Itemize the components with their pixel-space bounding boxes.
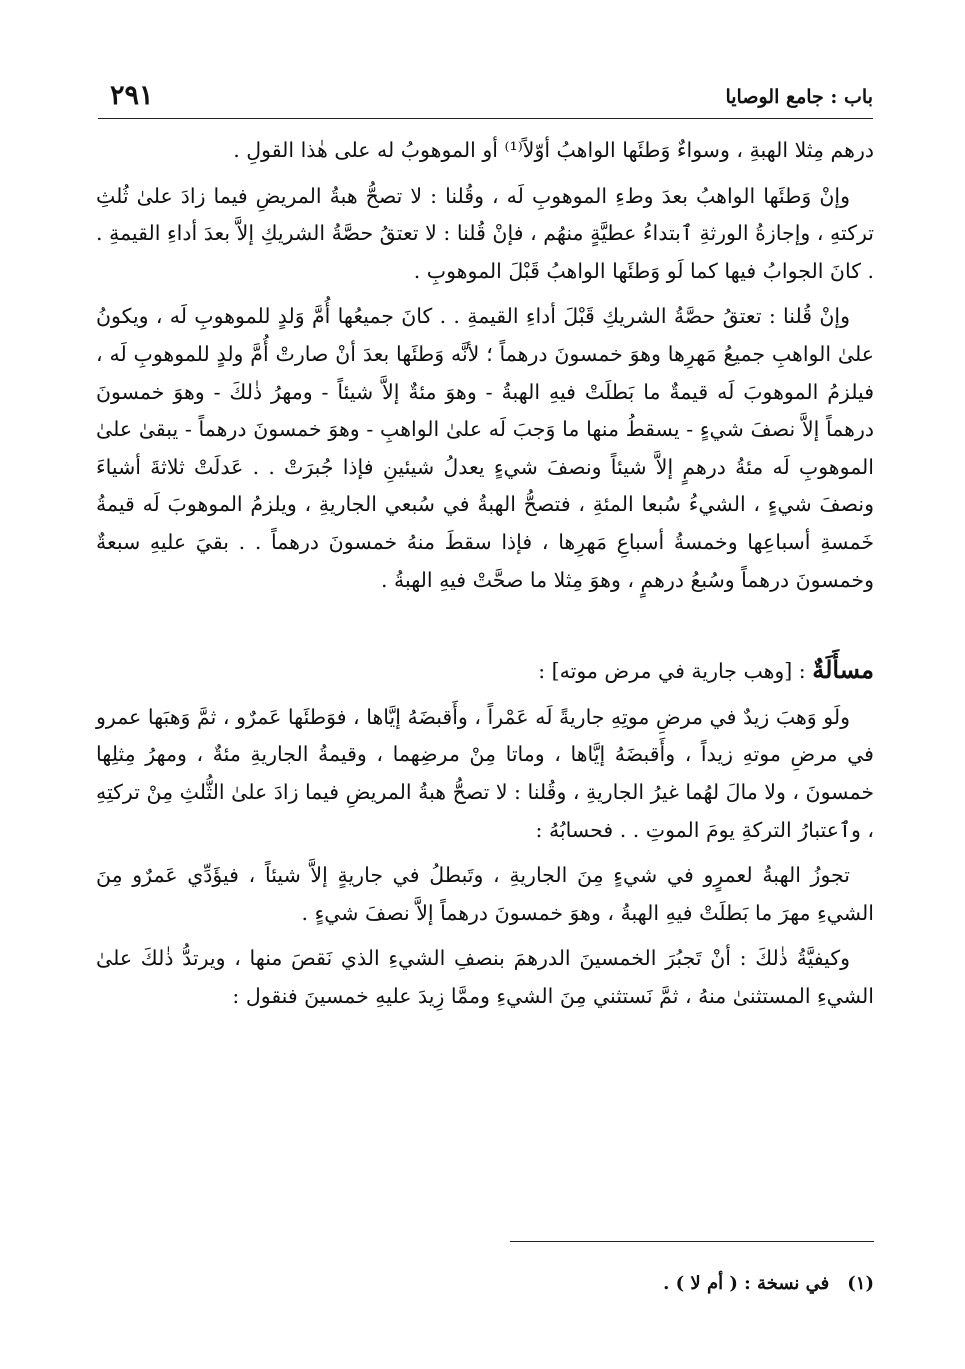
- paragraph: ولَو وَهبَ زيدٌ في مرضِ موتِهِ جاريةً لَه عَمْراً ، وأَقبضَهُ إيَّاها ، فوَطئَها عَمرٌو ، ثمَّ وَهبَها عمرو في مرضِ موتهِ زيداً ، وأَقبضَهُ إيَّاها ، وماتا مِنْ مرضِهما ، وقيمةُ الجاريةِ مئةٌ ، ومهرُ مِثلِها خمسونَ ، ولا مالَ لهُما غيرُ الجاريةِ ، وقُلنا : لا تصحُّ هبةُ المريضِ فيما زادَ علىٰ الثُّلثِ مِنْ تركتِهِ ، وٱعتبارُ التركةِ يومَ الموتِ . . فحسابُهُ :: [96, 704, 874, 842]
- issue-label: مسأَلَةٌ: [812, 655, 874, 685]
- paragraph: وكيفيَّةُ ذٰلكَ : أنْ تَجبُرَ الخمسينَ الدرهمَ بنصفِ الشيءِ الذي نَقصَ منها ، ويرتدُّ ذٰلكَ علىٰ الشيءِ المستثنىٰ منهُ ، ثمَّ نَستثني مِنَ الشيءِ وممَّا زِيدَ عليهِ خمسينَ فنقول :: [96, 946, 874, 1008]
- issue-heading: [96, 651, 874, 691]
- paragraph: وإنْ قُلنا : تعتقُ حصَّةُ الشريكِ قَبْلَ أداءِ القيمةِ . . كانَ جميعُها أُمَّ وَلدٍ للموهوبِ لَه ، ويكونُ علىٰ الواهبِ جميعُ مَهرِها وهوَ خمسونَ درهماً ؛ لأنَّه وَطئَها بعدَ أنْ صارتْ أُمَّ ولدٍ للموهوبِ لَه ، فيلزمُ الموهوبَ لَه قيمةٌ ما بَطلَتْ فيهِ الهبةُ - وهوَ مئةٌ إلاَّ شيئاً - ومهرُ ذٰلكَ - وهوَ خمسونَ درهماً إلاَّ نصفَ شيءٍ - يسقطُ منها ما وَجبَ لَه علىٰ الواهبِ - وهوَ خمسونَ درهماً - يبقىٰ علىٰ الموهوبِ لَه مئةُ درهمٍ إلاَّ شيئاً ونصفَ شيءٍ يعدلُ شيئينِ فإذا جُبرَتْ . . عَدلَتْ ثلاثةَ أشياءَ ونصفَ شيءٍ ، الشيءُ سُبعا المئةِ ، فتصحُّ الهبةُ في سُبعي الجاريةِ ، ويلزمُ الموهوبَ لَه قيمةُ خَمسةِ أسباعِها وخمسةُ أسباعِ مَهرِها ، فإذا سقطَ منهُ خمسونَ درهماً . . بقيَ عليهِ سبعةٌ وخمسونَ درهماً وسُبعُ درهمٍ ، وهوَ مِثلا ما صحَّتْ فيهِ الهبةُ .: [96, 304, 874, 592]
- chapter-title: باب : جامع الوصايا: [725, 86, 873, 108]
- main-text: [96, 132, 874, 1015]
- page-number: ٢٩١: [110, 80, 154, 111]
- header-divider: [98, 118, 873, 119]
- footnote-number: (١): [847, 1273, 874, 1294]
- footnote: [663, 1273, 874, 1294]
- running-header: [98, 80, 873, 118]
- footnote-text: في نسخة : ( أم لا ) .: [663, 1273, 830, 1294]
- paragraph: تجوزُ الهبةُ لعمرٍو في شيءٍ مِنَ الجاريةِ ، وتَبطلُ في جاريةٍ إلاَّ شيئاً ، فيؤَدِّي عَمرٌو مِنَ الشيءِ مهرَ ما بَطلَتْ فيهِ الهبةُ ، وهوَ خمسونَ درهماً إلاَّ نصفَ شيءٍ .: [96, 863, 874, 925]
- paragraph: درهم مِثلا الهبةِ ، وسواءٌ وَطئَها الواهبُ أوّلاً⁽¹⁾ أو الموهوبُ له على هٰذا القولِ .: [233, 138, 874, 162]
- footnote-divider: [510, 1241, 874, 1242]
- paragraph: وإنْ وَطئَها الواهبُ بعدَ وطءِ الموهوبِ لَه ، وقُلنا : لا تصحُّ هبةُ المريضِ فيما زادَ علىٰ ثُلثِ تركتهِ ، وإجازةُ الورثةِ ٱبتداءُ عطيَّةٍ منهُم ، فإنْ قُلنا : لا تعتقُ حصَّةُ الشريكِ إلاَّ بعدَ أداءِ القيمةِ . . كانَ الجوابُ فيها كما لَو وَطئَها الواهبُ قَبْلَ الموهوبِ .: [96, 183, 875, 283]
- issue-title: : [وهب جارية في مرض موته] :: [538, 659, 813, 684]
